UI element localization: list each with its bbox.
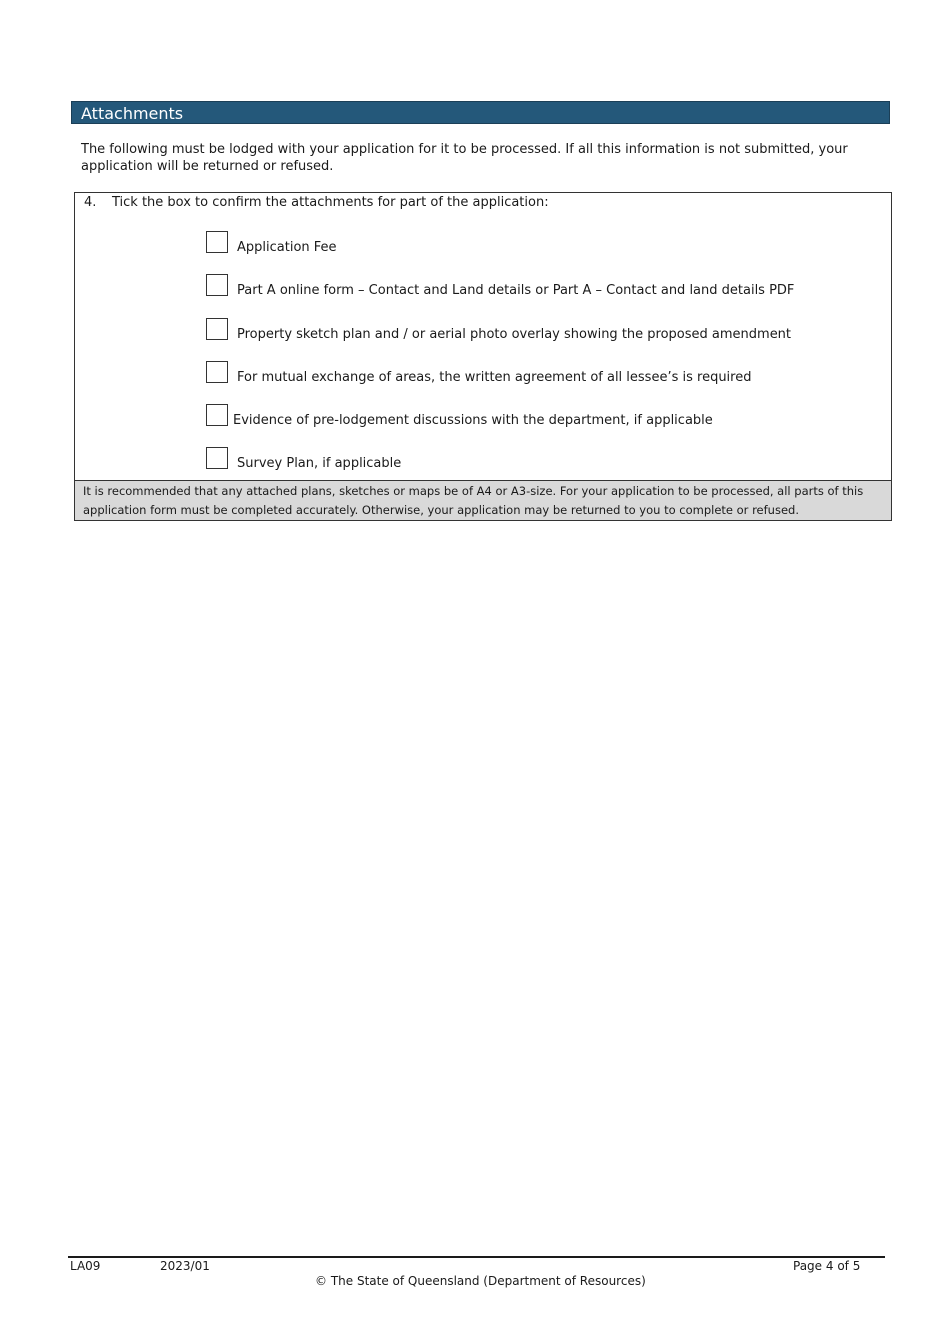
question-4-box: [74, 192, 892, 521]
checkbox-sketch-plan[interactable]: [206, 318, 228, 340]
attachment-label: For mutual exchange of areas, the written agreement of all lessee’s is required: [237, 370, 752, 385]
recommendation-note: It is recommended that any attached plans, sketches or maps be of A4 or A3-size. For your application to be processed, all parts of this application form must be completed accurately. Otherwise, your application may be returned to you to complete or refused.: [75, 480, 891, 520]
footer-copyright: © The State of Queensland (Department of Resources): [315, 1274, 646, 1288]
checkbox-mutual-exchange[interactable]: [206, 361, 228, 383]
checkbox-survey-plan[interactable]: [206, 447, 228, 469]
footer-divider: [68, 1256, 885, 1258]
footer-version: 2023/01: [160, 1259, 210, 1273]
checkbox-application-fee[interactable]: [206, 231, 228, 253]
attachment-label: Evidence of pre-lodgement discussions with the department, if applicable: [233, 413, 713, 428]
footer-page-number: Page 4 of 5: [793, 1259, 861, 1273]
attachment-item-application-fee[interactable]: [206, 231, 866, 257]
attachment-item-part-a-form[interactable]: [206, 274, 866, 300]
footer-form-code: LA09: [70, 1259, 101, 1273]
checkbox-pre-lodgement[interactable]: [206, 404, 228, 426]
intro-paragraph: The following must be lodged with your application for it to be processed. If all this information is not submitted, your application will be returned or refused.: [81, 142, 848, 174]
section-header-attachments: Attachments: [71, 101, 890, 124]
attachment-item-pre-lodgement[interactable]: [206, 404, 866, 430]
checkbox-part-a-form[interactable]: [206, 274, 228, 296]
question-number: 4.: [84, 195, 97, 210]
attachment-label: Property sketch plan and / or aerial photo overlay showing the proposed amendment: [237, 327, 792, 342]
attachment-item-sketch-plan[interactable]: [206, 318, 866, 344]
attachment-label: Survey Plan, if applicable: [237, 456, 402, 471]
attachment-item-survey-plan[interactable]: [206, 447, 866, 473]
attachment-label: Application Fee: [237, 240, 337, 255]
attachment-item-mutual-exchange[interactable]: [206, 361, 866, 387]
attachment-label: Part A online form – Contact and Land details or Part A – Contact and land details PDF: [237, 283, 795, 298]
question-text: Tick the box to confirm the attachments for part of the application:: [112, 195, 549, 210]
